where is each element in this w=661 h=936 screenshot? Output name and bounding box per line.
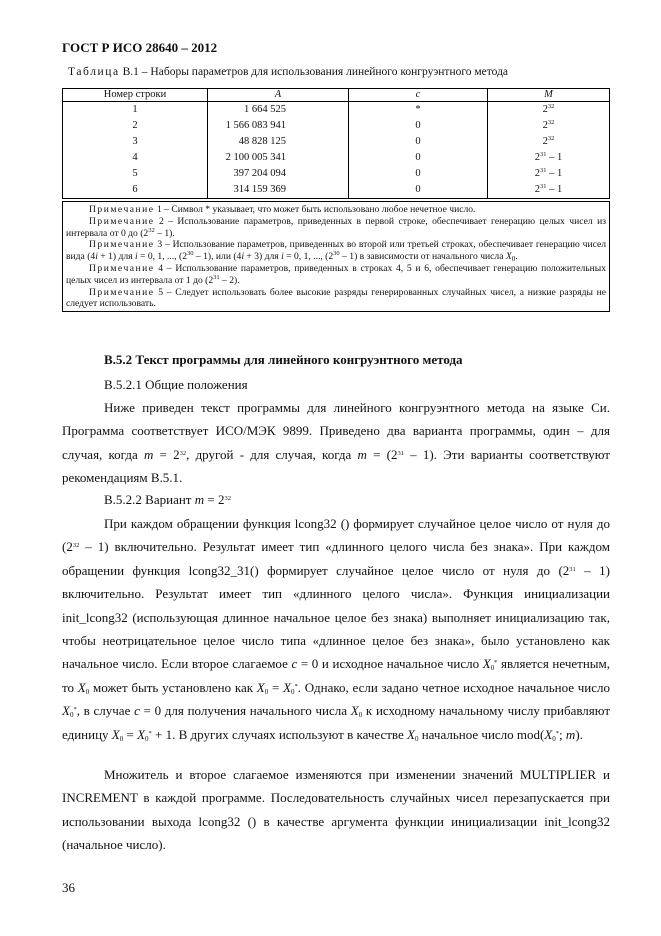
table-caption-prefix: Таблица bbox=[68, 66, 120, 78]
table-header-row bbox=[63, 89, 610, 102]
col-header-a: A bbox=[208, 89, 349, 102]
document-header: ГОСТ Р ИСО 28640 – 2012 bbox=[62, 40, 218, 55]
col-header-m: M bbox=[488, 89, 610, 102]
note-5: Примечание 5 – Следует использовать более высокие разряды генерированных случайных чисел, а низкие разряды не следует использовать. bbox=[66, 286, 606, 310]
col-header-c: c bbox=[349, 89, 488, 102]
cell-m: $2^{31} - 1$ bbox=[488, 150, 610, 166]
cell-c: 0 bbox=[349, 166, 488, 182]
cell-a: 1 566 083 941 bbox=[208, 118, 349, 134]
note-1: Примечание 1 – Символ * указывает, что может быть использовано любое нечетное число. bbox=[89, 204, 476, 215]
cell-a: 397 204 094 bbox=[208, 166, 349, 182]
table-notes bbox=[62, 201, 610, 312]
cell-c: 0 bbox=[349, 134, 488, 150]
cell-m: $2^{32}$ bbox=[488, 118, 610, 134]
cell-a: 1 664 525 bbox=[208, 102, 349, 119]
cell-m: $2^{31} - 1$ bbox=[488, 166, 610, 182]
cell-row-number: 2 bbox=[63, 118, 208, 134]
table-row bbox=[63, 150, 610, 166]
cell-a: 48 828 125 bbox=[208, 134, 349, 150]
subsection-general: В.5.2.1 Общие положения bbox=[104, 377, 248, 392]
table-caption bbox=[68, 66, 508, 78]
cell-c: 0 bbox=[349, 150, 488, 166]
paragraph-intro: Ниже приведен текст программы для линейного конгруэнтного метода на языке Си. Программа соответствует ИСО/МЭК 9899. Приведено два варианта программы, один – для случая, когда $m = 2^{32}$, другой - для случая, когда $m = (2^{31} - 1)$. Эти варианты соответствуют рекомендациям В.5.1. bbox=[62, 400, 610, 486]
table-row bbox=[63, 102, 610, 119]
paragraph-variant: При каждом обращении функция lcong32 () формирует случайное целое число от нуля до $(2^{32} - 1)$ включительно. Результат имеет тип «длинного целого числа без знака». При каждом обращении функция lcong32_31() формирует случайное целое число от нуля до $(2^{31} - 1)$ включительно. Результат имеет тип «длинного целого числа». Функция инициализации init_lcong32 (использующая длинное начальное целое без знака) выполняет инициализацию так, чтобы неотрицательное целое число типа «длинное целое без знака», было установлено как начальное число. Если второе слагаемое c = 0 и исходное начальное число $X_0^*$ является нечетным, то $X_0$ может быть установлено как $X_0 = X_0^*$. Однако, если задано четное исходное начальное число $X_0^*$, в случае c = 0 для получения начального числа $X_0$ к исходному начальному числу прибавляют единицу $X_0 = X_0^* + 1$. В других случаях используют в качестве $X_0$ начальное число $mod(X_0^*$; m). bbox=[62, 516, 611, 743]
cell-row-number: 3 bbox=[63, 134, 208, 150]
table-row bbox=[63, 166, 610, 182]
cell-m: $2^{32}$ bbox=[488, 134, 610, 150]
cell-row-number: 6 bbox=[63, 182, 208, 199]
col-header-row-number: Номер строки bbox=[63, 89, 208, 102]
cell-c: * bbox=[349, 102, 488, 119]
note-2: Примечание 2 – Использование параметров, приведенных в первой строке, обеспечивает генерацию целых чисел из интервала от 0 до $(2^{32} - 1)$. bbox=[66, 215, 606, 239]
table-row bbox=[63, 182, 610, 199]
cell-a: 314 159 369 bbox=[208, 182, 349, 199]
cell-m: $2^{32}$ bbox=[488, 102, 610, 119]
paragraph-multiplier: Множитель и второе слагаемое изменяются при изменении значений MULTIPLIER и INCREMENT в каждой программе. Последовательность случайных чисел перезапускается при использовании выхода lcong32 () в качестве аргумента функции инициализации init_lcong32 (начальное число). bbox=[62, 767, 610, 853]
note-4: Примечание 4 – Использование параметров, приведенных в строках 4, 5 и 6, обеспечивает генерацию положительных целых чисел из интервала от 1 до $(2^{31} - 2)$. bbox=[66, 262, 606, 286]
cell-row-number: 4 bbox=[63, 150, 208, 166]
cell-m: $2^{31} - 1$ bbox=[488, 182, 610, 199]
parameters-table bbox=[62, 88, 610, 199]
table-row bbox=[63, 134, 610, 150]
note-3: Примечание 3 – Использование параметров, приведенных во второй или третьей строках, обеспечивает генерацию чисел вида (4i + 1) для i = 0, 1, ..., $(2^{30} - 1)$, или (4i + 3) для i = 0, 1, ..., $(2^{30} - 1)$ в зависимости от начального числа $X_0$. bbox=[66, 239, 606, 264]
subsection-variant: В.5.2.2 Вариант $m = 2^{32}$ bbox=[104, 492, 231, 507]
cell-row-number: 1 bbox=[63, 102, 208, 119]
table-caption-text: В.1 – Наборы параметров для использования линейного конгруэнтного метода bbox=[119, 66, 509, 78]
cell-row-number: 5 bbox=[63, 166, 208, 182]
section-title: В.5.2 Текст программы для линейного конгруэнтного метода bbox=[104, 352, 463, 367]
page-number: 36 bbox=[62, 880, 75, 895]
cell-c: 0 bbox=[349, 118, 488, 134]
table-row bbox=[63, 118, 610, 134]
cell-c: 0 bbox=[349, 182, 488, 199]
cell-a: 2 100 005 341 bbox=[208, 150, 349, 166]
